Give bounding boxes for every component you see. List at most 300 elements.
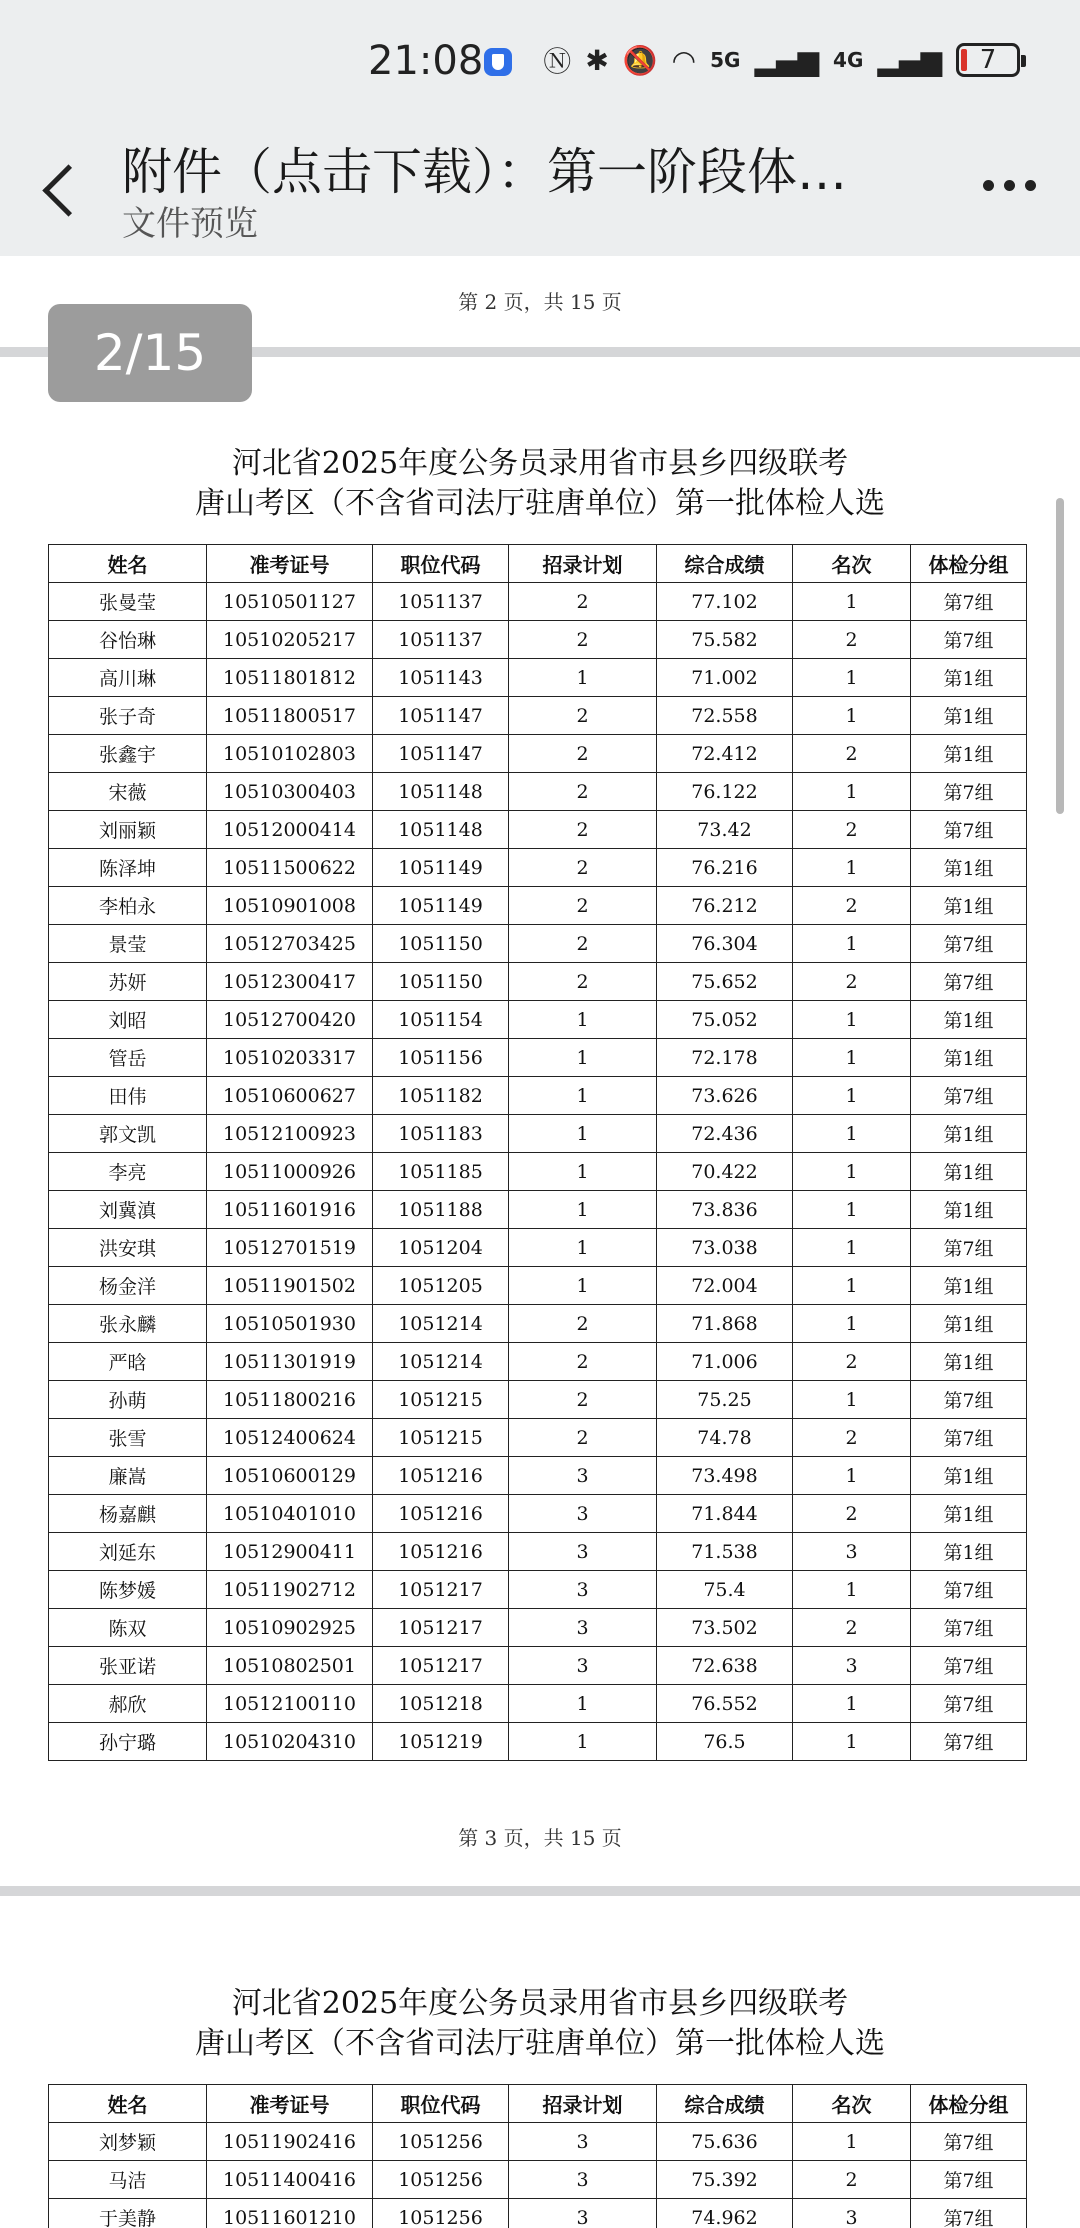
table-cell: 10511801812 (207, 659, 373, 697)
signal-bars-icon: ▂▄▆ (754, 43, 820, 77)
table-cell: 1 (509, 1191, 657, 1229)
table-cell: 张鑫宇 (49, 735, 207, 773)
table-cell: 3 (509, 1609, 657, 1647)
table-cell: 1051147 (373, 697, 509, 735)
table-cell: 郝欣 (49, 1685, 207, 1723)
table-cell: 10511902712 (207, 1571, 373, 1609)
table-cell: 第7组 (911, 2199, 1027, 2228)
table-cell: 1 (509, 1685, 657, 1723)
table-cell: 2 (509, 849, 657, 887)
table-cell: 10512400624 (207, 1419, 373, 1457)
table-cell: 1 (793, 1267, 911, 1305)
table-cell: 3 (509, 2199, 657, 2228)
table-cell: 1 (793, 1381, 911, 1419)
table-cell: 76.552 (657, 1685, 793, 1723)
table-cell: 张亚诺 (49, 1647, 207, 1685)
table-cell: 1051215 (373, 1419, 509, 1457)
table-row (49, 1609, 1027, 1647)
table-row (49, 1001, 1027, 1039)
table-cell: 2 (793, 621, 911, 659)
table-cell: 杨金洋 (49, 1267, 207, 1305)
table-cell: 76.122 (657, 773, 793, 811)
table-cell: 第1组 (911, 1533, 1027, 1571)
table-cell: 1 (793, 1077, 911, 1115)
table-cell: 陈泽坤 (49, 849, 207, 887)
table-row (49, 2199, 1027, 2228)
results-table (48, 544, 1027, 1761)
table-cell: 1051148 (373, 773, 509, 811)
bluetooth-icon: ✱ (585, 43, 609, 77)
table-cell: 2 (509, 583, 657, 621)
table-cell: 1 (509, 1229, 657, 1267)
column-header: 名次 (793, 545, 911, 583)
table-row (49, 1571, 1027, 1609)
nfc-icon: Ⓝ (543, 45, 572, 78)
column-header: 招录计划 (509, 2085, 657, 2123)
table-cell: 72.436 (657, 1115, 793, 1153)
column-header: 招录计划 (509, 545, 657, 583)
table-cell: 10511902416 (207, 2123, 373, 2161)
table-row (49, 697, 1027, 735)
table-cell: 1051183 (373, 1115, 509, 1153)
table-cell: 第1组 (911, 1191, 1027, 1229)
table-cell: 2 (793, 811, 911, 849)
table-cell: 第7组 (911, 1571, 1027, 1609)
table-cell: 1051219 (373, 1723, 509, 1761)
table-cell: 70.422 (657, 1153, 793, 1191)
table-cell: 2 (793, 887, 911, 925)
table-cell: 第7组 (911, 1723, 1027, 1761)
table-cell: 10510203317 (207, 1039, 373, 1077)
table-cell: 75.636 (657, 2123, 793, 2161)
table-cell: 72.638 (657, 1647, 793, 1685)
table-row (49, 887, 1027, 925)
table-row (49, 1533, 1027, 1571)
table-cell: 3 (509, 1457, 657, 1495)
table-row (49, 963, 1027, 1001)
table-cell: 72.178 (657, 1039, 793, 1077)
column-header: 综合成绩 (657, 545, 793, 583)
table-cell: 严晗 (49, 1343, 207, 1381)
table-cell: 高川琳 (49, 659, 207, 697)
table-cell: 10511301919 (207, 1343, 373, 1381)
table-cell: 第7组 (911, 963, 1027, 1001)
table-row (49, 1153, 1027, 1191)
table-cell: 1051217 (373, 1571, 509, 1609)
table-cell: 10512700420 (207, 1001, 373, 1039)
heading-line1: 河北省2025年度公务员录用省市县乡四级联考 (231, 446, 849, 481)
table-cell: 10511601916 (207, 1191, 373, 1229)
table-cell: 1 (793, 1115, 911, 1153)
table-cell: 田伟 (49, 1077, 207, 1115)
table-cell: 1051205 (373, 1267, 509, 1305)
table-cell: 10511800216 (207, 1381, 373, 1419)
table-cell: 洪安琪 (49, 1229, 207, 1267)
table-cell: 2 (509, 887, 657, 925)
table-cell: 2 (509, 963, 657, 1001)
table-cell: 3 (509, 1495, 657, 1533)
table-cell: 1051216 (373, 1495, 509, 1533)
table-cell: 1 (793, 849, 911, 887)
table-cell: 3 (509, 2123, 657, 2161)
table-cell: 1 (509, 1267, 657, 1305)
table-cell: 2 (509, 697, 657, 735)
table-cell: 2 (793, 1419, 911, 1457)
table-cell: 第1组 (911, 1343, 1027, 1381)
table-row (49, 811, 1027, 849)
table-cell: 73.498 (657, 1457, 793, 1495)
table-cell: 第7组 (911, 2123, 1027, 2161)
table-cell: 73.502 (657, 1609, 793, 1647)
table-cell: 马洁 (49, 2161, 207, 2199)
table-cell: 10510102803 (207, 735, 373, 773)
table-cell: 第7组 (911, 1381, 1027, 1419)
table-cell: 10510300403 (207, 773, 373, 811)
table-cell: 71.002 (657, 659, 793, 697)
table-row (49, 1419, 1027, 1457)
table-cell: 2 (509, 811, 657, 849)
table-cell: 72.558 (657, 697, 793, 735)
table-cell: 10510901008 (207, 887, 373, 925)
table-cell: 1051150 (373, 925, 509, 963)
table-cell: 2 (509, 621, 657, 659)
table-cell: 71.538 (657, 1533, 793, 1571)
signal-bars-icon: ▂▄▆ (877, 43, 942, 77)
table-cell: 1 (793, 773, 911, 811)
table-cell: 1 (509, 1039, 657, 1077)
battery-icon: 7 (956, 43, 1020, 77)
table-cell: 73.836 (657, 1191, 793, 1229)
table-cell: 孙萌 (49, 1381, 207, 1419)
table-cell: 74.78 (657, 1419, 793, 1457)
page-footer: 第 2 页，共 15 页 (458, 290, 622, 314)
wifi-icon: ◠ (671, 43, 697, 77)
table-cell: 第1组 (911, 1305, 1027, 1343)
table-cell: 10512703425 (207, 925, 373, 963)
security-shield-icon (484, 48, 512, 76)
table-cell: 2 (509, 1419, 657, 1457)
table-cell: 2 (793, 1495, 911, 1533)
table-row (49, 1381, 1027, 1419)
table-cell: 10511400416 (207, 2161, 373, 2199)
column-header: 体检分组 (911, 2085, 1027, 2123)
table-row (49, 1723, 1027, 1761)
table-cell: 1 (793, 1153, 911, 1191)
table-cell: 第7组 (911, 811, 1027, 849)
signal-5g-icon: 5G (710, 48, 741, 72)
table-row (49, 1495, 1027, 1533)
table-cell: 第7组 (911, 1647, 1027, 1685)
table-cell: 1 (509, 1153, 657, 1191)
table-cell: 于美静 (49, 2199, 207, 2228)
table-cell: 10512701519 (207, 1229, 373, 1267)
table-cell: 苏妍 (49, 963, 207, 1001)
table-cell: 张雪 (49, 1419, 207, 1457)
table-row (49, 1191, 1027, 1229)
table-cell: 2 (509, 1343, 657, 1381)
heading-line1: 河北省2025年度公务员录用省市县乡四级联考 (231, 1986, 849, 2021)
table-cell: 第1组 (911, 1039, 1027, 1077)
table-cell: 10510802501 (207, 1647, 373, 1685)
table-cell: 1051217 (373, 1647, 509, 1685)
table-cell: 第1组 (911, 1115, 1027, 1153)
column-header: 名次 (793, 2085, 911, 2123)
table-cell: 谷怡琳 (49, 621, 207, 659)
table-row (49, 1685, 1027, 1723)
table-cell: 73.42 (657, 811, 793, 849)
document-viewer[interactable] (0, 256, 1080, 2228)
table-row (49, 735, 1027, 773)
table-cell: 10511901502 (207, 1267, 373, 1305)
table-cell: 1051216 (373, 1533, 509, 1571)
table-cell: 10510501930 (207, 1305, 373, 1343)
table-cell: 75.25 (657, 1381, 793, 1419)
table-cell: 1051216 (373, 1457, 509, 1495)
table-cell: 第1组 (911, 1457, 1027, 1495)
table-cell: 10510600627 (207, 1077, 373, 1115)
table-cell: 宋薇 (49, 773, 207, 811)
table-cell: 10512100110 (207, 1685, 373, 1723)
table-cell: 第7组 (911, 1229, 1027, 1267)
table-cell: 2 (793, 1343, 911, 1381)
column-header: 职位代码 (373, 2085, 509, 2123)
table-cell: 10512300417 (207, 963, 373, 1001)
table-cell: 2 (509, 735, 657, 773)
page-subtitle: 文件预览 (122, 204, 258, 244)
table-cell: 2 (509, 1381, 657, 1419)
table-cell: 第7组 (911, 773, 1027, 811)
table-cell: 10511000926 (207, 1153, 373, 1191)
table-cell: 10510205217 (207, 621, 373, 659)
table-cell: 第7组 (911, 621, 1027, 659)
table-row (49, 849, 1027, 887)
column-header: 准考证号 (207, 545, 373, 583)
table-cell: 1051137 (373, 621, 509, 659)
status-bar (0, 0, 1080, 120)
table-row (49, 1647, 1027, 1685)
more-options-icon[interactable] (983, 180, 1036, 191)
table-cell: 74.962 (657, 2199, 793, 2228)
table-cell: 1 (793, 925, 911, 963)
table-row (49, 659, 1027, 697)
table-cell: 1051214 (373, 1305, 509, 1343)
table-cell: 2 (793, 2161, 911, 2199)
table-cell: 71.006 (657, 1343, 793, 1381)
table-cell: 1 (793, 1457, 911, 1495)
table-row (49, 1077, 1027, 1115)
table-cell: 第1组 (911, 887, 1027, 925)
table-cell: 10510902925 (207, 1609, 373, 1647)
table-row (49, 583, 1027, 621)
table-cell: 1051204 (373, 1229, 509, 1267)
table-cell: 1051256 (373, 2161, 509, 2199)
table-cell: 1 (793, 1001, 911, 1039)
column-header: 体检分组 (911, 545, 1027, 583)
back-arrow-icon[interactable] (40, 160, 80, 220)
table-cell: 1 (793, 1191, 911, 1229)
table-cell: 3 (509, 1533, 657, 1571)
table-cell: 张子奇 (49, 697, 207, 735)
table-cell: 1051143 (373, 659, 509, 697)
table-cell: 1051215 (373, 1381, 509, 1419)
table-cell: 71.844 (657, 1495, 793, 1533)
table-cell: 2 (793, 963, 911, 1001)
table-cell: 郭文凯 (49, 1115, 207, 1153)
table-cell: 1 (793, 583, 911, 621)
heading-line2: 唐山考区（不含省司法厅驻唐单位）第一批体检人选 (195, 2026, 885, 2061)
page-footer: 第 3 页，共 15 页 (458, 1826, 622, 1850)
column-header: 姓名 (49, 545, 207, 583)
table-cell: 75.4 (657, 1571, 793, 1609)
table-cell: 1 (793, 1685, 911, 1723)
table-cell: 1051154 (373, 1001, 509, 1039)
table-cell: 廉嵩 (49, 1457, 207, 1495)
table-cell: 第7组 (911, 1685, 1027, 1723)
table-cell: 第7组 (911, 925, 1027, 963)
table-cell: 第1组 (911, 697, 1027, 735)
table-cell: 刘延东 (49, 1533, 207, 1571)
table-cell: 1051149 (373, 887, 509, 925)
table-cell: 10511601210 (207, 2199, 373, 2228)
table-cell: 76.5 (657, 1723, 793, 1761)
column-header: 准考证号 (207, 2085, 373, 2123)
table-cell: 1 (793, 1571, 911, 1609)
table-cell: 1051156 (373, 1039, 509, 1077)
table-row (49, 1229, 1027, 1267)
table-cell: 刘梦颖 (49, 2123, 207, 2161)
table-cell: 2 (793, 1609, 911, 1647)
table-cell: 1 (793, 1039, 911, 1077)
table-cell: 10510600129 (207, 1457, 373, 1495)
table-cell: 72.004 (657, 1267, 793, 1305)
table-cell: 刘昭 (49, 1001, 207, 1039)
table-cell: 76.304 (657, 925, 793, 963)
table-cell: 1 (509, 659, 657, 697)
table-cell: 李柏永 (49, 887, 207, 925)
table-cell: 1 (509, 1077, 657, 1115)
table-cell: 75.582 (657, 621, 793, 659)
table-cell: 第7组 (911, 1077, 1027, 1115)
table-cell: 1 (793, 1723, 911, 1761)
table-cell: 1 (793, 1229, 911, 1267)
table-cell: 3 (793, 2199, 911, 2228)
table-cell: 1051148 (373, 811, 509, 849)
table-cell: 1051218 (373, 1685, 509, 1723)
table-cell: 2 (793, 735, 911, 773)
table-cell: 第7组 (911, 1419, 1027, 1457)
page-title: 附件（点击下载）：第一阶段体… (122, 143, 847, 201)
column-header: 综合成绩 (657, 2085, 793, 2123)
table-cell: 1051188 (373, 1191, 509, 1229)
column-header: 姓名 (49, 2085, 207, 2123)
table-cell: 3 (509, 1647, 657, 1685)
table-row (49, 621, 1027, 659)
table-cell: 张永麟 (49, 1305, 207, 1343)
table-cell: 第7组 (911, 1609, 1027, 1647)
table-cell: 第1组 (911, 1495, 1027, 1533)
table-cell: 75.052 (657, 1001, 793, 1039)
table-cell: 第7组 (911, 2161, 1027, 2199)
table-cell: 1051256 (373, 2123, 509, 2161)
table-cell: 10512100923 (207, 1115, 373, 1153)
table-cell: 10510401010 (207, 1495, 373, 1533)
document-heading (0, 1984, 1080, 2064)
table-cell: 第1组 (911, 1153, 1027, 1191)
table-row (49, 2161, 1027, 2199)
table-cell: 1051217 (373, 1609, 509, 1647)
table-cell: 76.216 (657, 849, 793, 887)
table-cell: 1051185 (373, 1153, 509, 1191)
table-cell: 1051182 (373, 1077, 509, 1115)
table-row (49, 773, 1027, 811)
table-cell: 72.412 (657, 735, 793, 773)
table-cell: 77.102 (657, 583, 793, 621)
table-cell: 1051256 (373, 2199, 509, 2228)
heading-line2: 唐山考区（不含省司法厅驻唐单位）第一批体检人选 (195, 486, 885, 521)
table-cell: 1051214 (373, 1343, 509, 1381)
status-icons (543, 40, 1020, 80)
table-cell: 2 (509, 773, 657, 811)
mute-bell-icon: 🔕 (622, 43, 658, 77)
table-row (49, 1115, 1027, 1153)
table-row (49, 1267, 1027, 1305)
table-cell: 1 (509, 1723, 657, 1761)
signal-4g-icon: 4G (833, 48, 864, 72)
document-heading (0, 444, 1080, 524)
table-cell: 10511500622 (207, 849, 373, 887)
table-cell: 3 (509, 1571, 657, 1609)
table-cell: 1 (793, 697, 911, 735)
table-cell: 第1组 (911, 1001, 1027, 1039)
table-cell: 75.392 (657, 2161, 793, 2199)
table-cell: 陈梦媛 (49, 1571, 207, 1609)
table-cell: 管岳 (49, 1039, 207, 1077)
table-cell: 1 (793, 659, 911, 697)
table-cell: 10512000414 (207, 811, 373, 849)
table-cell: 第1组 (911, 735, 1027, 773)
table-cell: 第1组 (911, 659, 1027, 697)
table-cell: 10511800517 (207, 697, 373, 735)
table-cell: 孙宁璐 (49, 1723, 207, 1761)
table-cell: 第7组 (911, 583, 1027, 621)
page-indicator: 2/15 (48, 304, 252, 402)
table-cell: 73.626 (657, 1077, 793, 1115)
table-cell: 71.868 (657, 1305, 793, 1343)
status-time: 21:08 (368, 38, 484, 84)
results-table (48, 2084, 1027, 2228)
table-row (49, 1305, 1027, 1343)
table-cell: 10510501127 (207, 583, 373, 621)
table-cell: 1 (793, 2123, 911, 2161)
table-cell: 2 (509, 1305, 657, 1343)
table-cell: 1051137 (373, 583, 509, 621)
table-cell: 10512900411 (207, 1533, 373, 1571)
table-cell: 3 (509, 2161, 657, 2199)
scrollbar[interactable] (1056, 498, 1064, 814)
table-cell: 1 (509, 1001, 657, 1039)
table-cell: 73.038 (657, 1229, 793, 1267)
table-row (49, 1457, 1027, 1495)
table-row (49, 1039, 1027, 1077)
page-separator (0, 1886, 1080, 1896)
table-cell: 10510204310 (207, 1723, 373, 1761)
app-bar (0, 120, 1080, 256)
table-cell: 1051147 (373, 735, 509, 773)
table-cell: 3 (793, 1533, 911, 1571)
table-cell: 75.652 (657, 963, 793, 1001)
table-cell: 刘丽颖 (49, 811, 207, 849)
table-cell: 陈双 (49, 1609, 207, 1647)
